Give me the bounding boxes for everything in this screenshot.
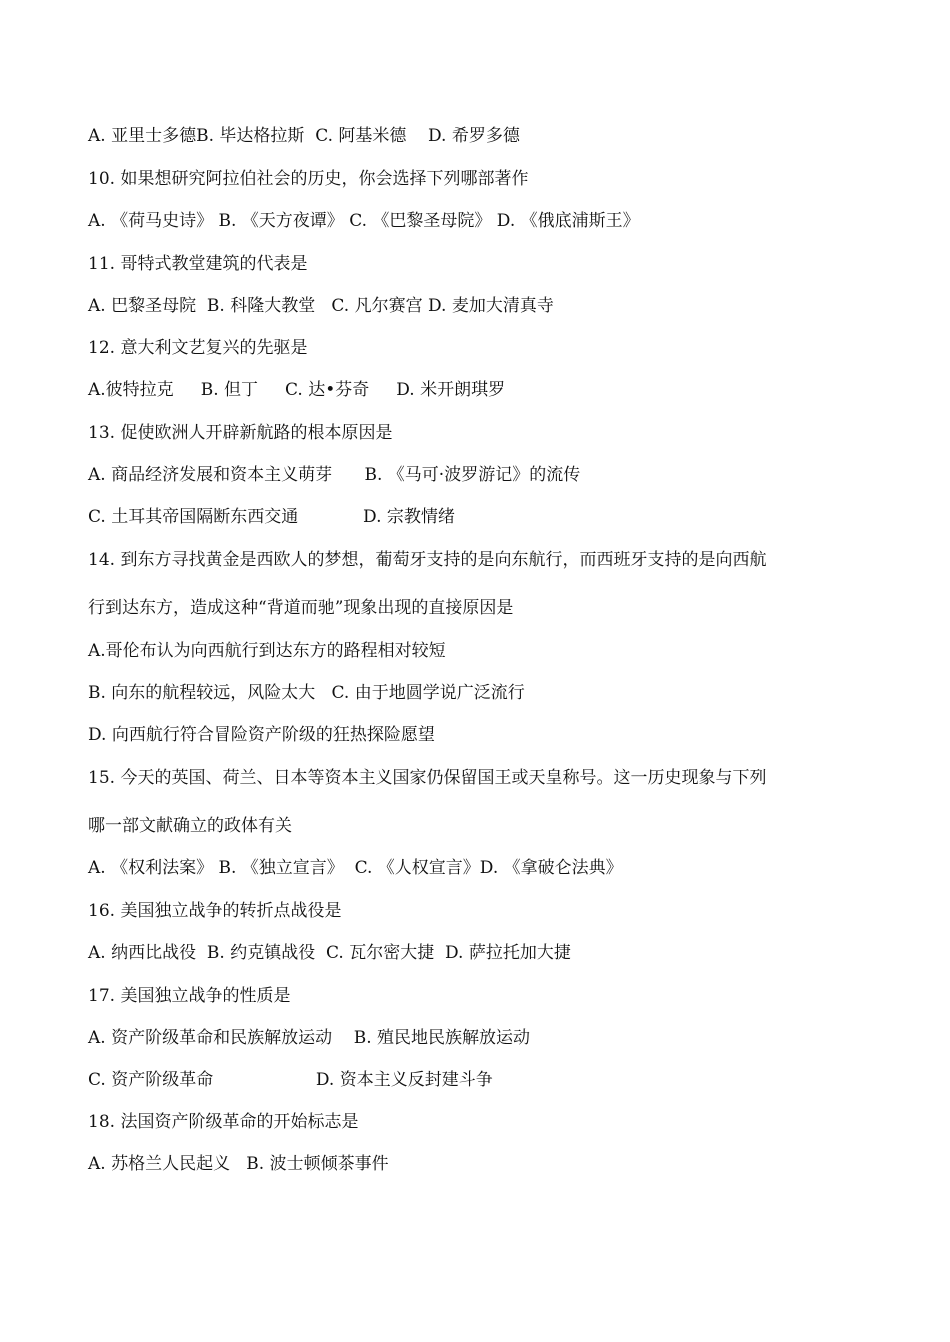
- answer-options-q16: A. 纳西比战役 B. 约克镇战役 C. 瓦尔密大捷 D. 萨拉托加大捷: [88, 943, 571, 963]
- answer-option-q14-d: D. 向西航行符合冒险资产阶级的狂热探险愿望: [88, 725, 435, 745]
- answer-options-q9: A. 亚里士多德B. 毕达格拉斯 C. 阿基米德 D. 希罗多德: [88, 126, 520, 146]
- answer-options-q10: A. 《荷马史诗》 B. 《天方夜谭》 C. 《巴黎圣母院》 D. 《俄底浦斯王》: [88, 211, 640, 231]
- question-16: 16. 美国独立战争的转折点战役是: [88, 901, 342, 921]
- question-17: 17. 美国独立战争的性质是: [88, 986, 291, 1006]
- question-15-line2: 哪一部文献确立的政体有关: [88, 816, 292, 836]
- answer-option-q14-a: A.哥伦布认为向西航行到达东方的路程相对较短: [88, 641, 446, 661]
- answer-options-q18: A. 苏格兰人民起义 B. 波士顿倾茶事件: [88, 1154, 389, 1174]
- answer-options-q15: A. 《权利法案》 B. 《独立宣言》 C. 《人权宣言》D. 《拿破仑法典》: [88, 858, 623, 878]
- question-13: 13. 促使欧洲人开辟新航路的根本原因是: [88, 423, 393, 443]
- question-14-line1: 14. 到东方寻找黄金是西欧人的梦想，葡萄牙支持的是向东航行，而西班牙支持的是向西航: [88, 550, 767, 570]
- question-11: 11. 哥特式教堂建筑的代表是: [88, 254, 308, 274]
- answer-options-q14-bc: B. 向东的航程较远，风险太大 C. 由于地圆学说广泛流行: [88, 683, 525, 703]
- answer-options-q12: A.彼特拉克 B. 但丁 C. 达•芬奇 D. 米开朗琪罗: [88, 380, 506, 400]
- question-18: 18. 法国资产阶级革命的开始标志是: [88, 1112, 359, 1132]
- question-12: 12. 意大利文艺复兴的先驱是: [88, 338, 308, 358]
- answer-options-q17-line1: A. 资产阶级革命和民族解放运动 B. 殖民地民族解放运动: [88, 1028, 530, 1048]
- question-10: 10. 如果想研究阿拉伯社会的历史，你会选择下列哪部著作: [88, 169, 529, 189]
- question-14-line2: 行到达东方，造成这种“背道而驰”现象出现的直接原因是: [88, 598, 514, 618]
- question-15-line1: 15. 今天的英国、荷兰、日本等资本主义国家仍保留国王或天皇称号。这一历史现象与下列: [88, 768, 767, 788]
- answer-options-q17-line2: C. 资产阶级革命 D. 资本主义反封建斗争: [88, 1070, 493, 1090]
- answer-options-q13-line2: C. 土耳其帝国隔断东西交通 D. 宗教情绪: [88, 507, 455, 527]
- answer-options-q13-line1: A. 商品经济发展和资本主义萌芽 B. 《马可·波罗游记》的流传: [88, 465, 581, 485]
- answer-options-q11: A. 巴黎圣母院 B. 科隆大教堂 C. 凡尔赛宫 D. 麦加大清真寺: [88, 296, 554, 316]
